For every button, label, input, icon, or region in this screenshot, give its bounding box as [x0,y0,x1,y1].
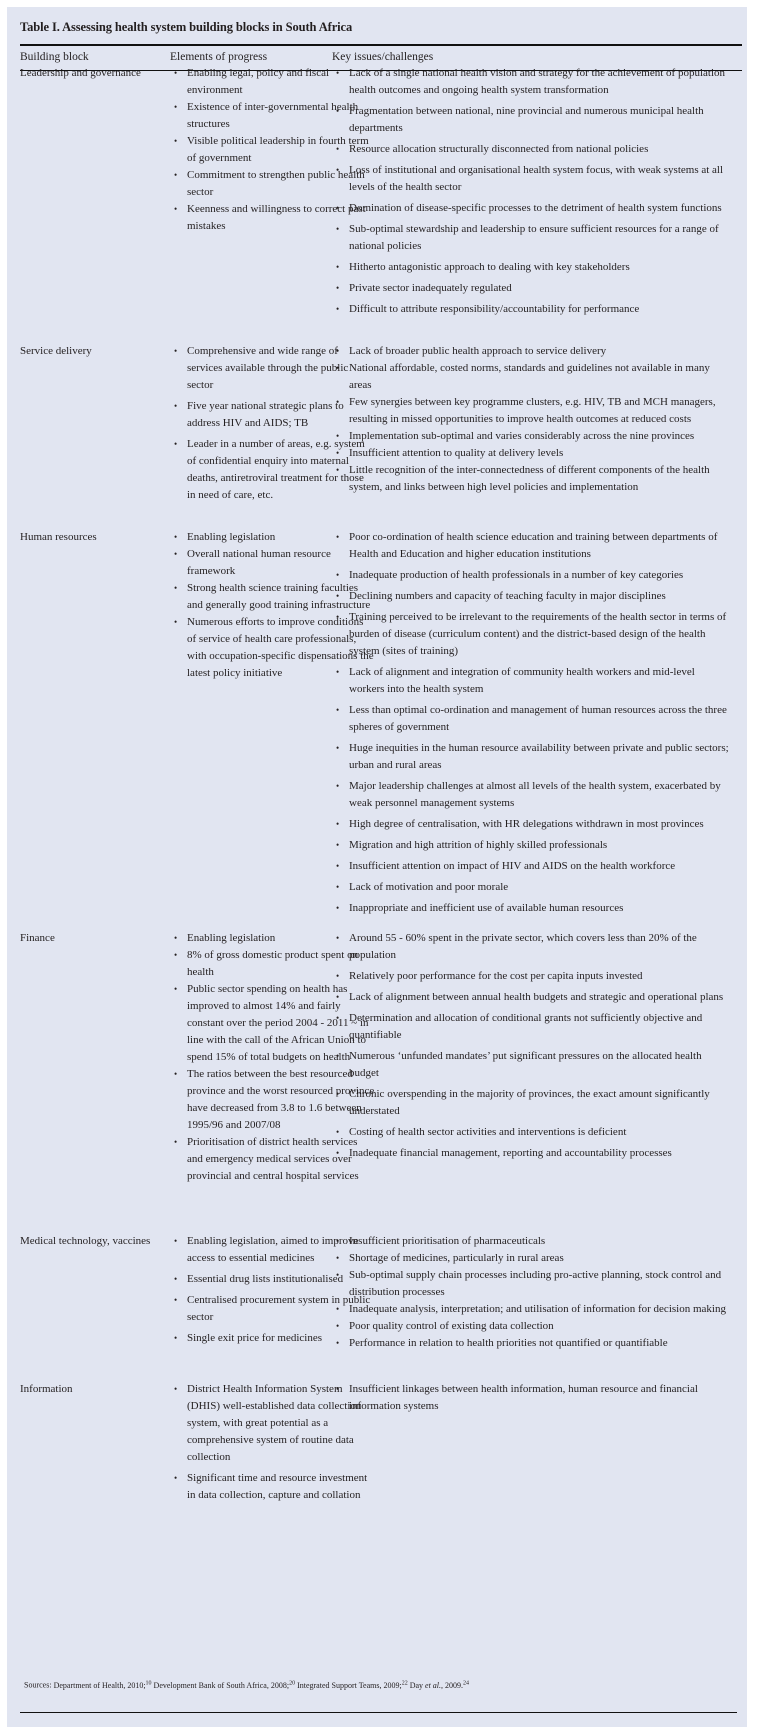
issue-item: • Resource allocation structurally disconnected from national policies [332,141,732,158]
issue-item: • Domination of disease-specific processes to the detriment of health system functions [332,200,732,217]
issue-item: • Loss of institutional and organisational health system focus, with weak systems at all levels of the health sector [332,162,732,196]
source-citation: Development Bank of South Africa, 2008;$^{20}$ [151,1680,296,1690]
issue-item: • Relatively poor performance for the cost per capita inputs invested [332,968,732,985]
progress-item: • Prioritisation of district health services and emergency medical services over provincial and central hospital services [170,1134,375,1185]
issue-item: • Around 55 - 60% spent in the private sector, which covers less than 20% of the population [332,930,732,964]
issue-item: • Poor co-ordination of health science education and training between departments of Health and Education and higher education institutions [332,529,732,563]
issue-item: • Determination and allocation of conditional grants not sufficiently objective and quantifiable [332,1010,732,1044]
sources-footnote: Sources: Department of Health, 2010;$^{10}$ Development Bank of South Africa, 2008;$^{20}$ Integrated Support Teams, 2009;$^{22}$ Day et al., 2009.24 [24,1680,470,1690]
issue-item: • Implementation sub-optimal and varies considerably across the nine provinces [332,428,732,445]
progress-item: • Five year national strategic plans to address HIV and AIDS; TB [170,398,375,432]
issue-item: • Numerous ‘unfunded mandates’ put significant pressures on the allocated health budget [332,1048,732,1082]
key-issues-list [332,343,732,496]
issue-item: • Training perceived to be irrelevant to the requirements of the health sector in terms of burden of disease (curriculum content) and the district-based design of the health system (sites of training) [332,609,732,660]
issue-item: • Lack of a single national health vision and strategy for the achievement of population health outcomes and ongoing health system transformation [332,65,732,99]
issue-item: • Inadequate analysis, interpretation; and utilisation of information for decision making [332,1301,732,1318]
issue-item: • Insufficient attention on impact of HIV and AIDS on the health workforce [332,858,732,875]
issue-item: • Lack of alignment and integration of community health workers and mid-level workers into the health system [332,664,732,698]
building-block-name: Service delivery [20,345,92,357]
source-citation: Department of Health, 2010;$^{10}$ [53,1680,152,1690]
issue-item: • Inadequate financial management, reporting and accountability processes [332,1145,732,1162]
reference-number: 20 [289,1680,296,1686]
issue-item: • National affordable, costed norms, standards and guidelines not available in many areas [332,360,732,394]
issue-item: • Insufficient prioritisation of pharmaceuticals [332,1233,732,1250]
issue-item: • Insufficient attention to quality at delivery levels [332,445,732,462]
table-title: Table I. Assessing health system building blocks in South Africa [20,20,353,34]
progress-item: • The ratios between the best resourced province and the worst resourced province have decreased from 3.8 to 1.6 between 1995/96 and 2007/08 [170,1066,375,1134]
issue-item: • Chronic overspending in the majority of provinces, the exact amount significantly understated [332,1086,732,1120]
issue-item: • Lack of broader public health approach to service delivery [332,343,732,360]
progress-item: • Leader in a number of areas, e.g. system of confidential enquiry into maternal deaths, antiretroviral treatment for those in need of care, etc. [170,436,375,504]
issue-item: • Hitherto antagonistic approach to dealing with key stakeholders [332,259,732,276]
header-building-block: Building block [20,51,89,63]
progress-item: • District Health Information System (DHIS) well-established data collection system, with great potential as a comprehensive system of routine data collection [170,1381,375,1466]
table-panel [7,7,747,1727]
progress-item: • Single exit price for medicines [170,1330,375,1347]
issue-item: • Private sector inadequately regulated [332,280,732,297]
progress-item: • 8% of gross domestic product spent on health [170,947,375,981]
progress-item: • Commitment to strengthen public health sector [170,167,375,201]
building-block-name: Human resources [20,531,97,543]
progress-item: • Significant time and resource investment in data collection, capture and collation [170,1470,375,1504]
progress-item: • Numerous efforts to improve conditions of service of health care professionals, with occupation-specific dispensations the latest policy initiative [170,614,375,682]
issue-item: • Costing of health sector activities and interventions is deficient [332,1124,732,1141]
issue-item: • Insufficient linkages between health information, human resource and financial information systems [332,1381,732,1415]
issue-item: • Sub-optimal stewardship and leadership to ensure sufficient resources for a range of national policies [332,221,732,255]
progress-item: • Enabling legislation [170,529,375,546]
building-block-name: Leadership and governance [20,67,141,79]
issue-item: • Lack of motivation and poor morale [332,879,732,896]
issue-item: • Huge inequities in the human resource availability between private and public sectors; urban and rural areas [332,740,732,774]
progress-item: • Enabling legislation [170,930,375,947]
progress-item: • Overall national human resource framework [170,546,375,580]
key-issues-list [332,1233,732,1352]
source-citation: Day et al., 2009.24 [407,1680,470,1690]
reference-number: 24 [463,1680,470,1686]
reference-number: 22 [401,1680,408,1686]
progress-item: • Keenness and willingness to correct past mistakes [170,201,375,235]
issue-item: • Inadequate production of health professionals in a number of key categories [332,567,732,584]
issue-item: • Difficult to attribute responsibility/accountability for performance [332,301,732,318]
reference-number: 10 [145,1680,152,1686]
key-issues-list [332,65,732,322]
building-block-name: Finance [20,932,55,944]
issue-item: • Declining numbers and capacity of teaching faculty in major disciplines [332,588,732,605]
issue-item: • Poor quality control of existing data collection [332,1318,732,1335]
key-issues-list [332,930,732,1166]
progress-item: • Enabling legal, policy and fiscal environment [170,65,375,99]
issue-item: • Shortage of medicines, particularly in rural areas [332,1250,732,1267]
issue-item: • Major leadership challenges at almost all levels of the health system, exacerbated by weak personnel management systems [332,778,732,812]
issue-item: • Lack of alignment between annual health budgets and strategic and operational plans [332,989,732,1006]
issue-item: • Migration and high attrition of highly skilled professionals [332,837,732,854]
progress-item: • Public sector spending on health has improved to almost 14% and fairly constant over the period 2004 - 2011 ~ in line with the call of the African Union to spend 15% of total budgets on health [170,981,375,1066]
issue-item: • Few synergies between key programme clusters, e.g. HIV, TB and MCH managers, resulting in missed opportunities to improve health outcomes at reduced costs [332,394,732,428]
progress-item: • Comprehensive and wide range of services available through the public sector [170,343,375,394]
issue-item: • Sub-optimal supply chain processes including pro-active planning, stock control and distribution processes [332,1267,732,1301]
progress-item: • Enabling legislation, aimed to improve access to essential medicines [170,1233,375,1267]
progress-item: • Centralised procurement system in public sector [170,1292,375,1326]
issue-item: • Little recognition of the inter-connectedness of different components of the health system, and links between high level policies and implementation [332,462,732,496]
key-issues-list [332,529,732,921]
issue-item: • Less than optimal co-ordination and management of human resources across the three spheres of government [332,702,732,736]
progress-item: • Strong health science training faculties and generally good training infrastructure [170,580,375,614]
issue-item: • Performance in relation to health priorities not quantified or quantifiable [332,1335,732,1352]
progress-item: • Visible political leadership in fourth term of government [170,133,375,167]
progress-item: • Essential drug lists institutionalised [170,1271,375,1288]
progress-item: • Existence of inter-governmental health structures [170,99,375,133]
header-key-issues: Key issues/challenges [332,51,434,63]
building-block-name: Medical technology, vaccines [20,1235,151,1247]
issue-item: • High degree of centralisation, with HR delegations withdrawn in most provinces [332,816,732,833]
header-elements-of-progress: Elements of progress [170,51,268,63]
building-block-name: Information [20,1383,73,1395]
key-issues-list [332,1381,732,1415]
title-rule [20,44,742,46]
issue-item: • Inappropriate and inefficient use of available human resources [332,900,732,917]
bottom-rule [20,1712,737,1713]
source-citation: Integrated Support Teams, 2009;$^{22}$ [295,1680,408,1690]
issue-item: • Fragmentation between national, nine provincial and numerous municipal health departments [332,103,732,137]
